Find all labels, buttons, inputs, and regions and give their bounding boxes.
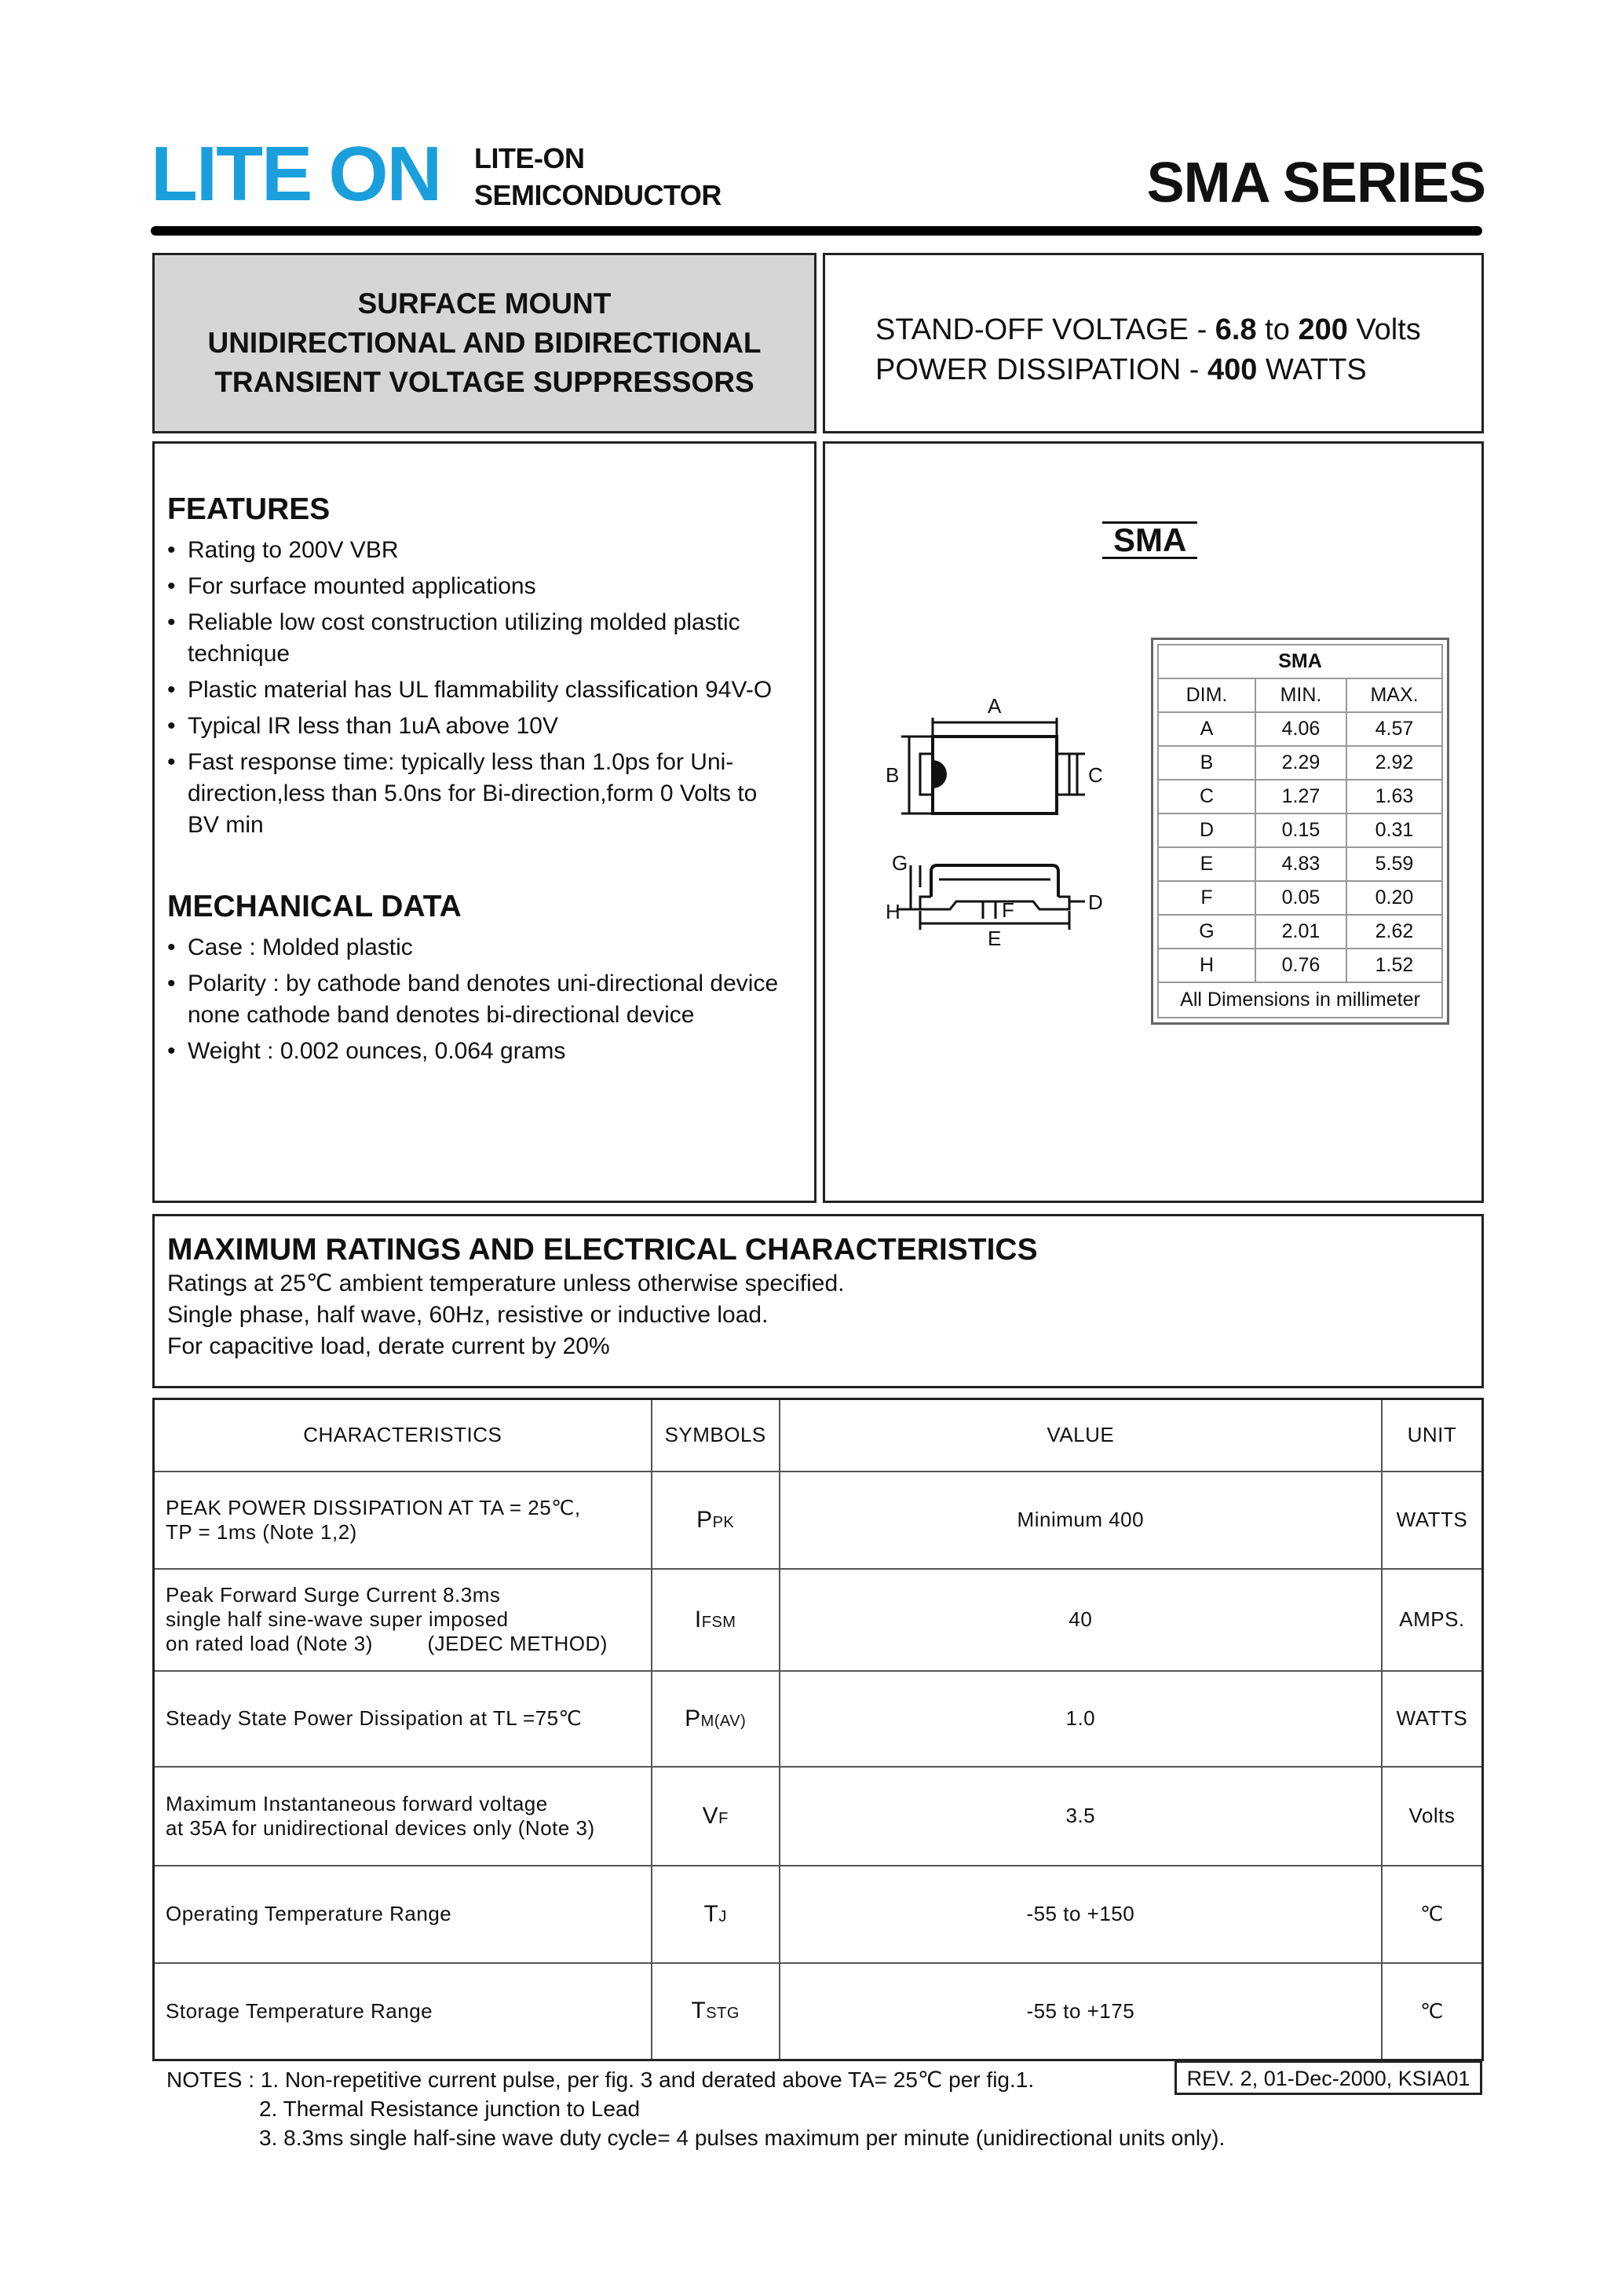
symbol-cell: [652, 1472, 780, 1569]
mechanical-list: [167, 932, 814, 1067]
company-name: [474, 140, 721, 214]
desc-line: Peak Forward Surge Current 8.3ms: [166, 1583, 501, 1607]
dim-cell: 0.76: [1255, 949, 1346, 982]
dim-cell: 0.20: [1346, 881, 1442, 915]
dim-label-c: C: [1088, 763, 1103, 787]
features-list: [167, 535, 814, 841]
features-heading: FEATURES: [167, 492, 331, 526]
symbol-cell: [652, 1767, 780, 1866]
characteristic-desc: [154, 1963, 652, 2060]
desc-line: Steady State Power Dissipation at TL =75℃: [166, 1706, 583, 1730]
logo-text-on: ON: [328, 130, 441, 217]
desc-line: Storage Temperature Range: [166, 1998, 433, 2023]
characteristic-desc: [154, 1767, 652, 1866]
symbol-main: T: [691, 1998, 707, 2024]
symbol-main: V: [702, 1802, 719, 1829]
table-row: [1158, 712, 1442, 746]
dim-label-e: E: [988, 927, 1002, 950]
characteristic-desc: [154, 1671, 652, 1767]
standoff-voltage-label: STAND-OFF VOLTAGE -: [875, 313, 1215, 346]
dim-cell: 0.05: [1255, 881, 1346, 915]
list-item: • Case : Molded plastic: [167, 932, 784, 963]
table-row: [154, 1472, 1483, 1569]
header-rule: [151, 226, 1482, 236]
note-line-2: 2. Thermal Resistance junction to Lead: [259, 2097, 641, 2121]
power-dissipation-label: POWER DISSIPATION -: [875, 353, 1207, 386]
list-item: • Rating to 200V VBR: [167, 535, 784, 566]
product-title-box: [152, 253, 816, 433]
max-ratings-line: Ratings at 25℃ ambient temperature unless otherwise specified.: [167, 1270, 845, 1296]
table-row: [1158, 746, 1442, 780]
dim-cell: 4.06: [1255, 712, 1346, 746]
power-dissipation: [875, 350, 1481, 390]
unit-cell: AMPS.: [1382, 1569, 1483, 1671]
company-line-2: SEMICONDUCTOR: [474, 179, 721, 211]
dim-label-d: D: [1088, 890, 1103, 914]
symbol-sub: PK: [712, 1513, 735, 1531]
symbol-cell: [652, 1963, 780, 2060]
dim-cell: 1.27: [1255, 780, 1346, 813]
table-row: [1158, 780, 1442, 813]
dim-cell: F: [1158, 881, 1255, 915]
unit-cell: ℃: [1382, 1866, 1483, 1963]
dim-cell: 4.83: [1255, 847, 1346, 881]
dim-cell: 2.92: [1346, 746, 1442, 780]
table-header-row: [154, 1399, 1483, 1472]
desc-line: single half sine-wave super imposed: [166, 1607, 509, 1631]
table-row: [154, 1963, 1483, 2060]
power-dissipation-value: 400: [1207, 353, 1258, 386]
characteristic-desc: [154, 1569, 652, 1671]
dim-table-footer: All Dimensions in millimeter: [1158, 982, 1442, 1018]
unit-cell: ℃: [1382, 1963, 1483, 2060]
value-cell: -55 to +175: [780, 1963, 1382, 2060]
header-unit: UNIT: [1382, 1399, 1483, 1472]
dim-cell: 5.59: [1346, 847, 1442, 881]
desc-line: Maximum Instantaneous forward voltage: [166, 1791, 548, 1815]
symbol-cell: [652, 1671, 780, 1767]
dim-cell: E: [1158, 847, 1255, 881]
product-title-line-3: TRANSIENT VOLTAGE SUPPRESSORS: [214, 366, 754, 398]
table-row: [1158, 949, 1442, 982]
dim-cell: 0.31: [1346, 813, 1442, 847]
dim-cell: 2.62: [1346, 915, 1442, 949]
dim-cell: 0.15: [1255, 813, 1346, 847]
symbol-sub: STG: [706, 2005, 740, 2023]
dim-header-dim: DIM.: [1158, 678, 1255, 712]
logo-text-lite: LITE: [151, 130, 312, 217]
dim-cell: B: [1158, 746, 1255, 780]
standoff-voltage-min: 6.8: [1215, 313, 1257, 346]
table-row: [1158, 881, 1442, 915]
dim-cell: C: [1158, 780, 1255, 813]
product-title-line-2: UNIDIRECTIONAL AND BIDIRECTIONAL: [207, 327, 762, 359]
dim-label-g: G: [892, 851, 908, 875]
standoff-voltage-unit: Volts: [1347, 313, 1421, 346]
header-characteristics: CHARACTERISTICS: [154, 1399, 652, 1472]
dim-label-f: F: [1002, 898, 1014, 922]
dim-header-max: MAX.: [1346, 678, 1442, 712]
product-title-line-1: SURFACE MOUNT: [357, 287, 612, 320]
dim-cell: 1.63: [1346, 780, 1442, 813]
series-title: SMA SERIES: [1146, 152, 1485, 214]
value-cell: 3.5: [780, 1767, 1382, 1866]
dim-label-h: H: [886, 900, 901, 923]
symbol-main: T: [703, 1900, 719, 1927]
dimensions-table: [1151, 638, 1449, 1025]
desc-line: TP = 1ms (Note 1,2): [166, 1519, 357, 1544]
unit-cell: WATTS: [1382, 1472, 1483, 1569]
characteristic-desc: [154, 1866, 652, 1963]
max-ratings-line: Single phase, half wave, 60Hz, resistive or inductive load.: [167, 1302, 769, 1328]
list-item: • Plastic material has UL flammability classification 94V-O: [167, 675, 784, 706]
dim-cell: 4.57: [1346, 712, 1442, 746]
standoff-voltage-to: to: [1256, 313, 1299, 346]
header-value: VALUE: [780, 1399, 1382, 1472]
dim-cell: 2.01: [1255, 915, 1346, 949]
header-symbols: SYMBOLS: [652, 1399, 780, 1472]
dim-table-title: SMA: [1158, 645, 1442, 678]
symbol-main: P: [696, 1506, 713, 1533]
mechanical-heading: MECHANICAL DATA: [167, 890, 462, 923]
spec-summary-box: [823, 253, 1484, 433]
table-row: [1158, 915, 1442, 949]
max-ratings-box: [152, 1214, 1484, 1388]
desc-line: Operating Temperature Range: [166, 1902, 452, 1925]
dim-cell: 1.52: [1346, 949, 1442, 982]
dim-label-b: B: [886, 763, 900, 787]
revision-label: REV. 2, 01-Dec-2000, KSIA01: [1174, 2060, 1482, 2095]
standoff-voltage-max: 200: [1298, 313, 1348, 346]
table-row: [154, 1866, 1483, 1963]
list-item: • Weight : 0.002 ounces, 0.064 grams: [167, 1036, 784, 1067]
package-outline-drawing: [864, 691, 1146, 974]
unit-cell: WATTS: [1382, 1671, 1483, 1767]
symbol-cell: [652, 1866, 780, 1963]
note-line-3: 3. 8.3ms single half-sine wave duty cycle= 4 pulses maximum per minute (unidirectional units only).: [259, 2126, 1226, 2150]
features-box: [152, 441, 816, 1203]
symbol-sub: FSM: [701, 1613, 736, 1631]
package-title: SMA: [1102, 521, 1197, 559]
value-cell: -55 to +150: [780, 1866, 1382, 1963]
list-item: • Fast response time: typically less than 1.0ps for Uni-direction,less than 5.0ns for Bi-direction,form 0 Volts to BV min: [167, 747, 784, 841]
characteristic-desc: [154, 1472, 652, 1569]
dim-cell: A: [1158, 712, 1255, 746]
power-dissipation-unit: WATTS: [1257, 353, 1367, 386]
desc-line: on rated load (Note 3) (JEDEC METHOD): [166, 1632, 608, 1655]
dim-cell: 2.29: [1255, 746, 1346, 780]
note-line-1: NOTES : 1. Non-repetitive current pulse, per fig. 3 and derated above TA= 25℃ per fig.1.: [166, 2067, 1035, 2092]
list-item: • Polarity : by cathode band denotes uni-directional device none cathode band denotes bi-directional device: [167, 968, 784, 1031]
value-cell: Minimum 400: [780, 1472, 1382, 1569]
symbol-sub: F: [718, 1809, 729, 1827]
dim-label-a: A: [988, 694, 1002, 718]
dim-cell: H: [1158, 949, 1255, 982]
table-row: [154, 1767, 1483, 1866]
list-item: • Typical IR less than 1uA above 10V: [167, 711, 784, 742]
table-row: [154, 1671, 1483, 1767]
liteon-logo: [151, 130, 441, 217]
characteristics-table: [152, 1398, 1484, 2061]
standoff-voltage: [875, 310, 1481, 350]
table-row: [154, 1569, 1483, 1671]
list-item: • Reliable low cost construction utilizing molded plastic technique: [167, 607, 784, 670]
symbol-sub: J: [718, 1907, 727, 1925]
table-row: [1158, 813, 1442, 847]
table-row: [1158, 847, 1442, 881]
company-line-1: LITE-ON: [474, 142, 585, 174]
unit-cell: Volts: [1382, 1767, 1483, 1866]
notes: [166, 2065, 1225, 2152]
dim-cell: G: [1158, 915, 1255, 949]
symbol-sub: M(AV): [700, 1712, 747, 1730]
desc-line: at 35A for unidirectional devices only (Note 3): [166, 1815, 595, 1840]
dim-cell: D: [1158, 813, 1255, 847]
symbol-cell: [652, 1569, 780, 1671]
max-ratings-line: For capacitive load, derate current by 20%: [167, 1333, 610, 1359]
value-cell: 1.0: [780, 1671, 1382, 1767]
value-cell: 40: [780, 1569, 1382, 1671]
list-item: • For surface mounted applications: [167, 571, 784, 602]
desc-line: PEAK POWER DISSIPATION AT TA = 25℃,: [166, 1495, 581, 1519]
symbol-main: I: [694, 1606, 702, 1632]
max-ratings-heading: MAXIMUM RATINGS AND ELECTRICAL CHARACTERISTICS: [167, 1233, 1038, 1267]
dim-header-min: MIN.: [1255, 678, 1346, 712]
symbol-main: P: [685, 1705, 701, 1731]
